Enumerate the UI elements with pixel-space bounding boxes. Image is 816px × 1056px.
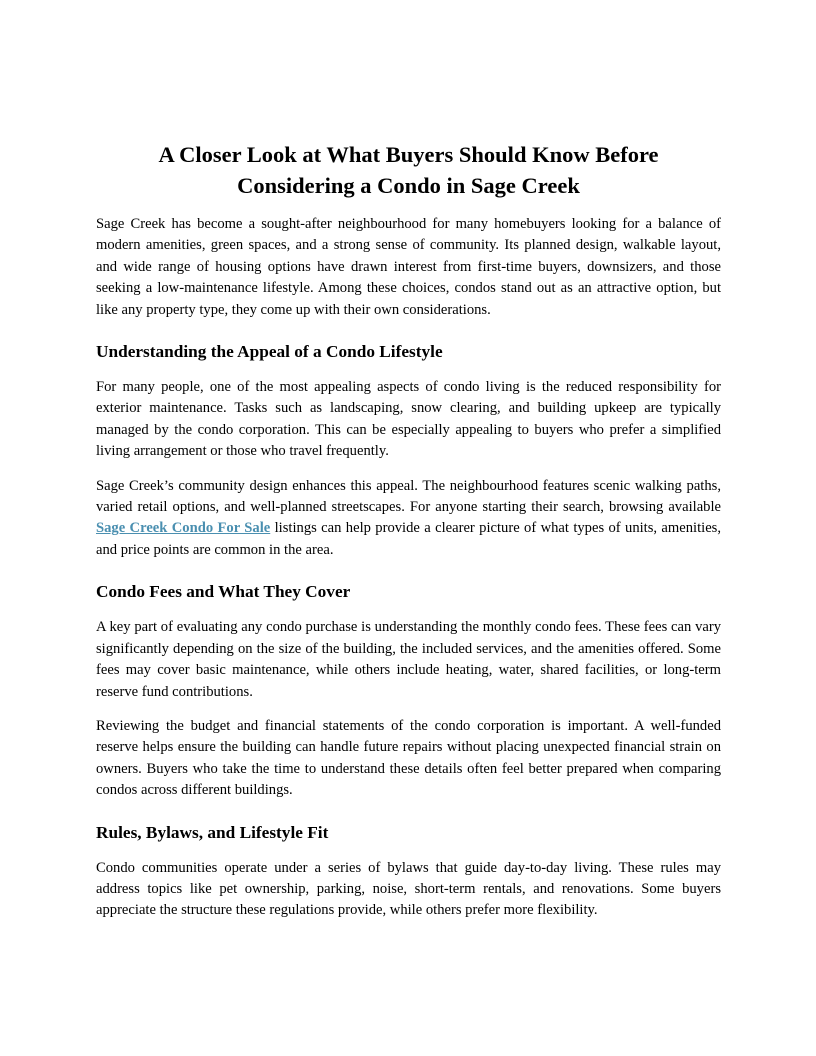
appeal-paragraph-2 bbox=[96, 476, 721, 562]
sage-creek-condo-link[interactable]: Sage Creek Condo For Sale bbox=[96, 520, 271, 537]
section-heading-appeal: Understanding the Appeal of a Condo Lifestyle bbox=[96, 342, 443, 362]
document-page bbox=[96, 139, 721, 935]
title-line-1: A Closer Look at What Buyers Should Know Before bbox=[158, 142, 659, 167]
title-line-2: Considering a Condo in Sage Creek bbox=[237, 173, 580, 198]
appeal-text-after-link: listings can help provide a clearer picture of what types of units, amenities, and price points are common in the area. bbox=[96, 520, 722, 558]
document-title bbox=[96, 139, 721, 201]
fees-paragraph-2: Reviewing the budget and financial statements of the condo corporation is important. A well-funded reserve helps ensure the building can handle future repairs without placing unexpected financial strain on owners. Buyers who take the time to understand these details often feel better prepared when comparing condos across different buildings. bbox=[96, 717, 721, 799]
intro-paragraph: Sage Creek has become a sought-after neighbourhood for many homebuyers looking for a balance of modern amenities, green spaces, and a strong sense of community. Its planned design, walkable layout, and wide range of housing options have drawn interest from first-time buyers, downsizers, and those seeking a low-maintenance lifestyle. Among these choices, condos stand out as an attractive option, but like any property type, they come up with their own considerations. bbox=[96, 216, 721, 318]
appeal-text-before-link: Sage Creek’s community design enhances this appeal. The neighbourhood features scenic walking paths, varied retail options, and well-planned streetscapes. For anyone starting their search, browsing available bbox=[96, 477, 721, 516]
fees-paragraph-1: A key part of evaluating any condo purchase is understanding the monthly condo fees. These fees can vary significantly depending on the size of the building, the included services, and the amenities offered. Some fees may cover basic maintenance, while others include heating, water, shared facilities, or long-term reserve fund contributions. bbox=[96, 619, 721, 700]
section-heading-fees: Condo Fees and What They Cover bbox=[96, 582, 351, 602]
rules-paragraph-1: Condo communities operate under a series of bylaws that guide day-to-day living. These rules may address topics like pet ownership, parking, noise, short-term rentals, and renovations. Some buyers appreciate the structure these regulations provide, while others prefer more flexibility. bbox=[96, 859, 721, 919]
appeal-paragraph-1: For many people, one of the most appealing aspects of condo living is the reduced responsibility for exterior maintenance. Tasks such as landscaping, snow clearing, and building upkeep are typically managed by the condo corporation. This can be especially appealing to buyers who prefer a simplified living arrangement or those who travel frequently. bbox=[96, 379, 721, 460]
section-heading-rules: Rules, Bylaws, and Lifestyle Fit bbox=[96, 822, 329, 842]
